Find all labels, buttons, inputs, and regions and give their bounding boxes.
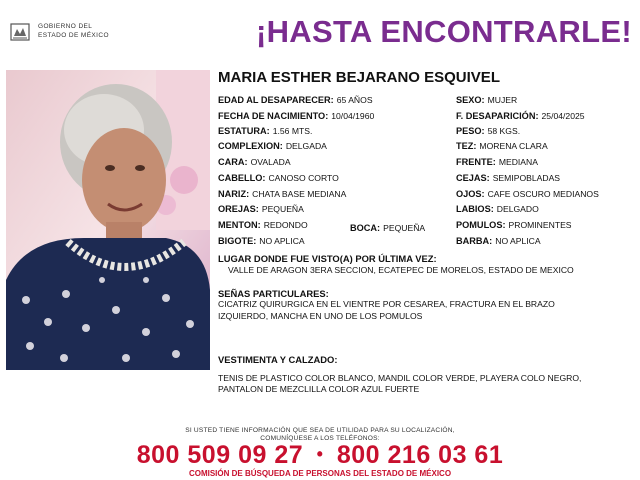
- field-mouth: BOCA: PEQUEÑA: [350, 223, 426, 233]
- field-cheekbones: POMULOS: PROMINENTES: [456, 220, 572, 230]
- field-lips: LABIOS: DELGADO: [456, 204, 539, 214]
- field-beard: BARBA: NO APLICA: [456, 236, 541, 246]
- field-complexion: TEZ: MORENA CLARA: [456, 141, 548, 151]
- field-ears: OREJAS: PEQUEÑA: [218, 204, 304, 214]
- last-seen-text: VALLE DE ARAGON 3ERA SECCION, ECATEPEC DE MORELOS, ESTADO DE MEXICO: [228, 265, 574, 275]
- person-photo-illustration: [6, 70, 210, 370]
- field-forehead: FRENTE: MEDIANA: [456, 157, 538, 167]
- gov-line-2: ESTADO DE MÉXICO: [38, 32, 109, 39]
- person-name: MARIA ESTHER BEJARANO ESQUIVEL: [218, 69, 500, 86]
- field-disappearance-date: F. DESAPARICIÓN: 25/04/2025: [456, 111, 585, 121]
- field-weight: PESO: 58 KGS.: [456, 126, 521, 136]
- phone-separator: •: [316, 444, 324, 464]
- field-eyebrows: CEJAS: SEMIPOBLADAS: [456, 173, 561, 183]
- last-seen-title: LUGAR DONDE FUE VISTO(A) POR ÚLTIMA VEZ:: [218, 253, 437, 264]
- marks-title: SEÑAS PARTICULARES:: [218, 288, 329, 299]
- field-sex: SEXO: MUJER: [456, 95, 518, 105]
- phone-numbers: [0, 441, 640, 470]
- person-photo: [6, 70, 210, 370]
- state-seal-icon: [8, 20, 32, 44]
- gov-line-1: GOBIERNO DEL: [38, 23, 93, 30]
- phone-2[interactable]: 800 216 03 61: [336, 441, 504, 469]
- field-birthdate: FECHA DE NACIMIENTO: 10/04/1960: [218, 111, 375, 121]
- clothing-title: VESTIMENTA Y CALZADO:: [218, 354, 338, 365]
- field-chin: MENTON: REDONDO: [218, 220, 308, 230]
- government-logo: [8, 18, 118, 48]
- field-build: COMPLEXION: DELGADA: [218, 141, 327, 151]
- phone-1[interactable]: 800 509 09 27: [136, 441, 304, 469]
- field-face: CARA: OVALADA: [218, 157, 291, 167]
- marks-line-1: CICATRIZ QUIRURGICA EN EL VIENTRE POR CESAREA, FRACTURA EN EL BRAZO: [218, 299, 555, 309]
- field-mustache: BIGOTE: NO APLICA: [218, 236, 305, 246]
- field-nose: NARIZ: CHATA BASE MEDIANA: [218, 189, 347, 199]
- field-age: EDAD AL DESAPARECER: 65 AÑOS: [218, 95, 373, 105]
- info-line-1: SI USTED TIENE INFORMACIÓN QUE SEA DE UTILIDAD PARA SU LOCALIZACIÓN,: [185, 427, 455, 434]
- field-hair: CABELLO: CANOSO CORTO: [218, 173, 339, 183]
- clothing-line-2: PANTALON DE MEZCLILLA COLOR AZUL FUERTE: [218, 384, 420, 394]
- marks-line-2: IZQUIERDO, MANCHA EN UNO DE LOS POMULOS: [218, 311, 423, 321]
- headline: ¡HASTA ENCONTRARLE!: [256, 14, 632, 49]
- clothing-line-1: TENIS DE PLASTICO COLOR BLANCO, MANDIL COLOR VERDE, PLAYERA COLO NEGRO,: [218, 373, 582, 383]
- commission-name: COMISIÓN DE BÚSQUEDA DE PERSONAS DEL ESTADO DE MÉXICO: [188, 469, 452, 478]
- field-height: ESTATURA: 1.56 MTS.: [218, 126, 313, 136]
- info-line-2: COMUNÍQUESE A LOS TELÉFONOS:: [260, 435, 380, 442]
- field-eyes: OJOS: CAFE OSCURO MEDIANOS: [456, 189, 599, 199]
